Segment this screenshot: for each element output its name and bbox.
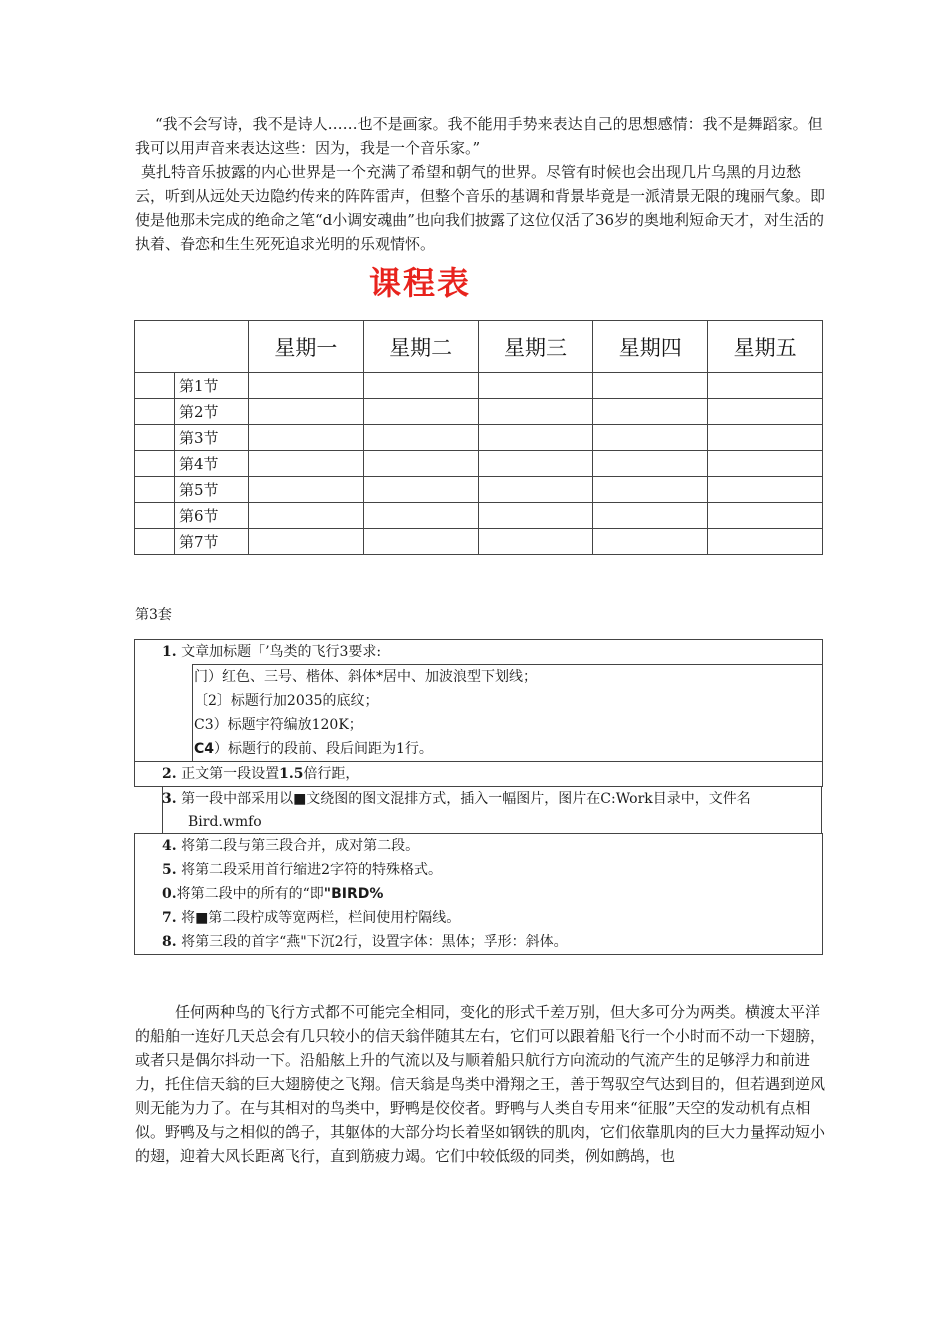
- blank-cell: [135, 399, 175, 425]
- schedule-cell: [593, 477, 708, 503]
- schedule-cell: [249, 399, 364, 425]
- schedule-cell: [708, 451, 823, 477]
- schedule-cell: [708, 425, 823, 451]
- blank-cell: [135, 425, 175, 451]
- requirement-text: 将第二段采用首行缩进2字符的特殊格式。: [181, 862, 442, 878]
- schedule-cell: [363, 399, 478, 425]
- schedule-cell: [249, 425, 364, 451]
- schedule-cell: [593, 373, 708, 399]
- schedule-cell: [249, 373, 364, 399]
- set-label: 第3套: [135, 607, 172, 623]
- blank-cell: [135, 529, 175, 555]
- requirement-bold-value: "BIRD%: [323, 886, 384, 902]
- period-label: 第2节: [175, 399, 249, 425]
- body-paragraph: 任何两种鸟的飞行方式都不可能完全相同，变化的形式千差万别，但大多可分为两类。横渡太平洋的船舶一连好几天总会有几只较小的信天翁伴随其左右，它们可以跟着船飞行一个小时而不动一下翅膀，或者只是偶尔抖动一下。沿船舷上升的气流以及与顺着船只航行方向流动的气流产生的足够浮力和前进力，托住信天翁的巨大翅膀使之飞翔。信天翁是鸟类中滑翔之王，善于驾驭空气达到目的，但若遇到逆风则无能为力了。在与其相对的鸟类中，野鸭是佼佼者。野鸭与人类自专用来“征服”天空的发动机有点相似。野鸭及与之相似的鸽子，其躯体的大部分均长着坚如钢铁的肌肉，它们依靠肌肉的巨大力量挥动短小的翅，迎着大风长距离飞行，直到筋疲力竭。它们中较低级的同类，例如鹧鸪，也: [135, 1003, 826, 1165]
- requirement-1-box: [134, 639, 823, 762]
- schedule-cell: [478, 529, 593, 555]
- requirement-number: 8.: [162, 934, 177, 950]
- requirement-bold-value: 1.5: [279, 766, 304, 782]
- schedule-cell: [708, 529, 823, 555]
- requirement-number: 1.: [162, 644, 177, 660]
- schedule-cell: [363, 425, 478, 451]
- table-row: [135, 477, 823, 503]
- schedule-cell: [363, 503, 478, 529]
- requirement-3-box: [162, 786, 822, 834]
- schedule-header-row: [135, 321, 823, 373]
- intro-paragraph-2: 莫扎特音乐披露的内心世界是一个充满了希望和朝气的世界。尽管有时候也会出现几片乌黑的月边愁云，听到从远处天边隐约传来的阵阵雷声，但整个音乐的基调和背景毕竟是一派清景无限的瑰丽气象。即使是他那未完成的绝命之笔“d小调安魂曲”也向我们披露了这位仅活了36岁的奥地利短命天才，对生活的执着、眷恋和生生死死追求光明的乐观情怀。: [135, 163, 826, 253]
- sub-item: 〔2〕标题行加2035的底纹；: [194, 693, 379, 709]
- schedule-cell: [478, 451, 593, 477]
- table-row: [135, 529, 823, 555]
- schedule-cell: [363, 477, 478, 503]
- blank-cell: [135, 477, 175, 503]
- requirement-8: [162, 930, 568, 954]
- requirement-text: 将■第二段柠成等宽两栏，栏间使用柠隔线。: [181, 910, 461, 926]
- schedule-cell: [478, 503, 593, 529]
- schedule-cell: [708, 373, 823, 399]
- requirement-number: 0.: [162, 886, 177, 902]
- schedule-cell: [708, 503, 823, 529]
- header-corner-cell: [135, 321, 249, 373]
- day-header: 星期一: [249, 321, 364, 373]
- requirement-text: 第一段中部采用以■文绕图的图文混排方式，插入一幅图片，图片在C:Work目录中，文件名: [181, 791, 751, 807]
- table-row: [135, 451, 823, 477]
- body-text: [135, 1000, 825, 1168]
- schedule-cell: [249, 529, 364, 555]
- schedule-cell: [249, 477, 364, 503]
- table-row: [135, 373, 823, 399]
- day-header: 星期四: [593, 321, 708, 373]
- requirement-text: 文章加标题「’鸟类的飞行3要求:: [181, 644, 382, 660]
- sub-item: [193, 737, 822, 761]
- schedule-cell: [478, 399, 593, 425]
- requirement-number: 4.: [162, 838, 177, 854]
- requirement-3: [162, 787, 751, 811]
- requirement-4: [162, 834, 568, 858]
- period-label: 第6节: [175, 503, 249, 529]
- requirement-text: 将第二段与第三段合并，成对第二段。: [181, 838, 420, 854]
- schedule-cell: [363, 529, 478, 555]
- day-header: 星期三: [478, 321, 593, 373]
- period-label: 第7节: [175, 529, 249, 555]
- day-header: 星期二: [363, 321, 478, 373]
- schedule-table: [134, 320, 823, 555]
- schedule-cell: [478, 373, 593, 399]
- requirement-number: 2.: [162, 766, 177, 782]
- schedule-cell: [478, 425, 593, 451]
- sub-item: 门）红色、三号、楷体、斜体*居中、加波浪型下划线；: [194, 669, 537, 685]
- period-label: 第3节: [175, 425, 249, 451]
- requirement-6: [162, 882, 568, 906]
- requirement-number: 7.: [162, 910, 177, 926]
- requirement-text: 正文第一段设置: [181, 766, 280, 782]
- requirement-4-8-box: [134, 833, 823, 955]
- requirement-7: [162, 906, 568, 930]
- schedule-cell: [708, 477, 823, 503]
- schedule-cell: [249, 503, 364, 529]
- table-row: [135, 425, 823, 451]
- blank-cell: [135, 503, 175, 529]
- schedule-cell: [708, 399, 823, 425]
- blank-cell: [135, 373, 175, 399]
- blank-cell: [135, 451, 175, 477]
- schedule-cell: [593, 451, 708, 477]
- requirement-5: [162, 858, 568, 882]
- table-row: [135, 503, 823, 529]
- day-header: 星期五: [708, 321, 823, 373]
- period-label: 第5节: [175, 477, 249, 503]
- schedule-cell: [593, 503, 708, 529]
- requirements-list: [162, 834, 568, 954]
- period-label: 第1节: [175, 373, 249, 399]
- schedule-cell: [478, 477, 593, 503]
- requirement-text: 将第二段中的所有的“即: [176, 886, 324, 902]
- schedule-cell: [593, 425, 708, 451]
- requirement-number: 5.: [162, 862, 177, 878]
- period-label: 第4节: [175, 451, 249, 477]
- requirement-1: [162, 640, 381, 664]
- schedule-cell: [249, 451, 364, 477]
- schedule-cell: [363, 373, 478, 399]
- schedule-cell: [363, 451, 478, 477]
- requirement-2: [162, 762, 359, 786]
- requirement-number: 3.: [162, 791, 177, 807]
- requirement-text: 倍行距，: [303, 766, 360, 782]
- intro-paragraph-1: “我不会写诗，我不是诗人……也不是画家。我不能用手势来表达自己的思想感情：我不是舞蹈家。但我可以用声音来表达这些：因为，我是一个音乐家。”: [135, 115, 823, 157]
- requirement-3-line2: Bird.wmfo: [188, 814, 262, 830]
- table-row: [135, 399, 823, 425]
- schedule-title: 课程表: [368, 264, 471, 302]
- intro-text: [135, 112, 825, 256]
- requirement-1-subitems: [192, 664, 822, 762]
- sub-item-text: ）标题行的段前、段后间距为1行。: [214, 741, 433, 757]
- schedule-cell: [593, 529, 708, 555]
- schedule-cell: [593, 399, 708, 425]
- sub-item: C3）标题宇符编放120K；: [194, 717, 363, 733]
- sub-item-prefix: C4: [194, 741, 215, 757]
- requirement-text: 将第三段的首字“燕"下沉2行，设置字体：黒体；孚形：斜体。: [181, 934, 568, 950]
- requirement-2-box: [134, 761, 823, 787]
